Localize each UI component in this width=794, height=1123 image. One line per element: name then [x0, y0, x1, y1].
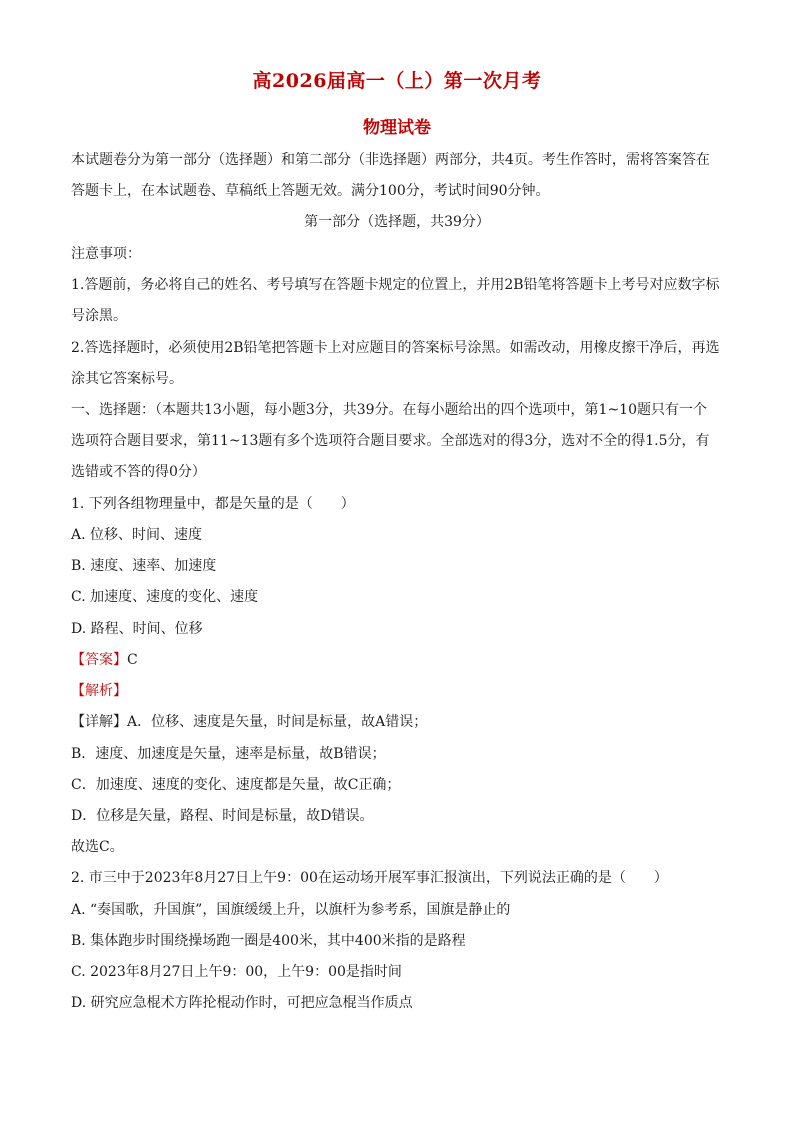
notes-heading: 注意事项： — [71, 246, 141, 262]
question-1-option-b: B. 速度、速率、加速度 — [71, 558, 217, 574]
detail-label: 【详解】 — [71, 714, 127, 730]
section-instructions: 选错或不答的得0分） — [71, 464, 206, 480]
detail-line: C．加速度、速度的变化、速度都是矢量，故C正确； — [71, 777, 401, 793]
question-2-option-a: A. “奏国歌，升国旗”，国旗缓缓上升，以旗杆为参考系，国旗是静止的 — [71, 902, 511, 918]
detail-line — [71, 712, 731, 732]
question-1-option-a: A. 位移、时间、速度 — [71, 527, 203, 543]
part-heading: 第一部分（选择题，共39分） — [304, 214, 490, 230]
note-2: 2.答选择题时，必须使用2B铅笔把答题卡上对应题目的答案标号涂黑。如需改动，用橡皮擦干净后，再选 — [71, 340, 720, 356]
intro-line: 本试题卷分为第一部分（选择题）和第二部分（非选择题）两部分，共4页。考生作答时，需将答案答在 — [71, 152, 710, 168]
section-instructions: 一、选择题：（本题共13小题，每小题3分，共39分。在每小题给出的四个选项中，第1~10题只有一个 — [71, 402, 707, 418]
subject-title: 物理试卷 — [363, 118, 431, 138]
detail-line: D．位移是矢量，路程、时间是标量，故D错误。 — [71, 808, 374, 824]
question-2-stem: 2. 市三中于2023年8月27日上午9：00在运动场开展军事汇报演出，下列说法正确的是（ ） — [71, 870, 668, 886]
answer-label: 【答案】 — [71, 652, 127, 668]
answer-line — [71, 650, 731, 670]
conclusion: 故选C。 — [71, 839, 124, 855]
note-2-cont: 涂其它答案标号。 — [71, 371, 183, 387]
detail-text: A．位移、速度是矢量，时间是标量，故A错误； — [127, 714, 428, 730]
question-2-option-c: C. 2023年8月27日上午9：00，上午9：00是指时间 — [71, 964, 402, 980]
question-2-option-d: D. 研究应急棍术方阵抡棍动作时，可把应急棍当作质点 — [71, 995, 413, 1011]
detail-line: B．速度、加速度是矢量，速率是标量，故B错误； — [71, 746, 386, 762]
intro-line: 答题卡上，在本试题卷、草稿纸上答题无效。满分100分，考试时间90分钟。 — [71, 183, 550, 199]
exam-title: 高2026届高一（上）第一次月考 — [252, 70, 542, 92]
question-1-stem: 1. 下列各组物理量中，都是矢量的是（ ） — [71, 496, 355, 512]
analysis-label: 【解析】 — [71, 683, 127, 699]
note-1-cont: 号涂黑。 — [71, 308, 127, 324]
note-1: 1.答题前，务必将自己的姓名、考号填写在答题卡规定的位置上，并用2B铅笔将答题卡上考号对应数字标 — [71, 277, 720, 293]
question-1-option-d: D. 路程、时间、位移 — [71, 621, 203, 637]
question-1-option-c: C. 加速度、速度的变化、速度 — [71, 589, 259, 605]
question-2-option-b: B. 集体跑步时围绕操场跑一圈是400米，其中400米指的是路程 — [71, 933, 466, 949]
section-instructions: 选项符合题目要求，第11~13题有多个选项符合题目要求。全部选对的得3分，选对不全的得1.5分，有 — [71, 433, 710, 449]
answer-value: C — [127, 652, 138, 668]
